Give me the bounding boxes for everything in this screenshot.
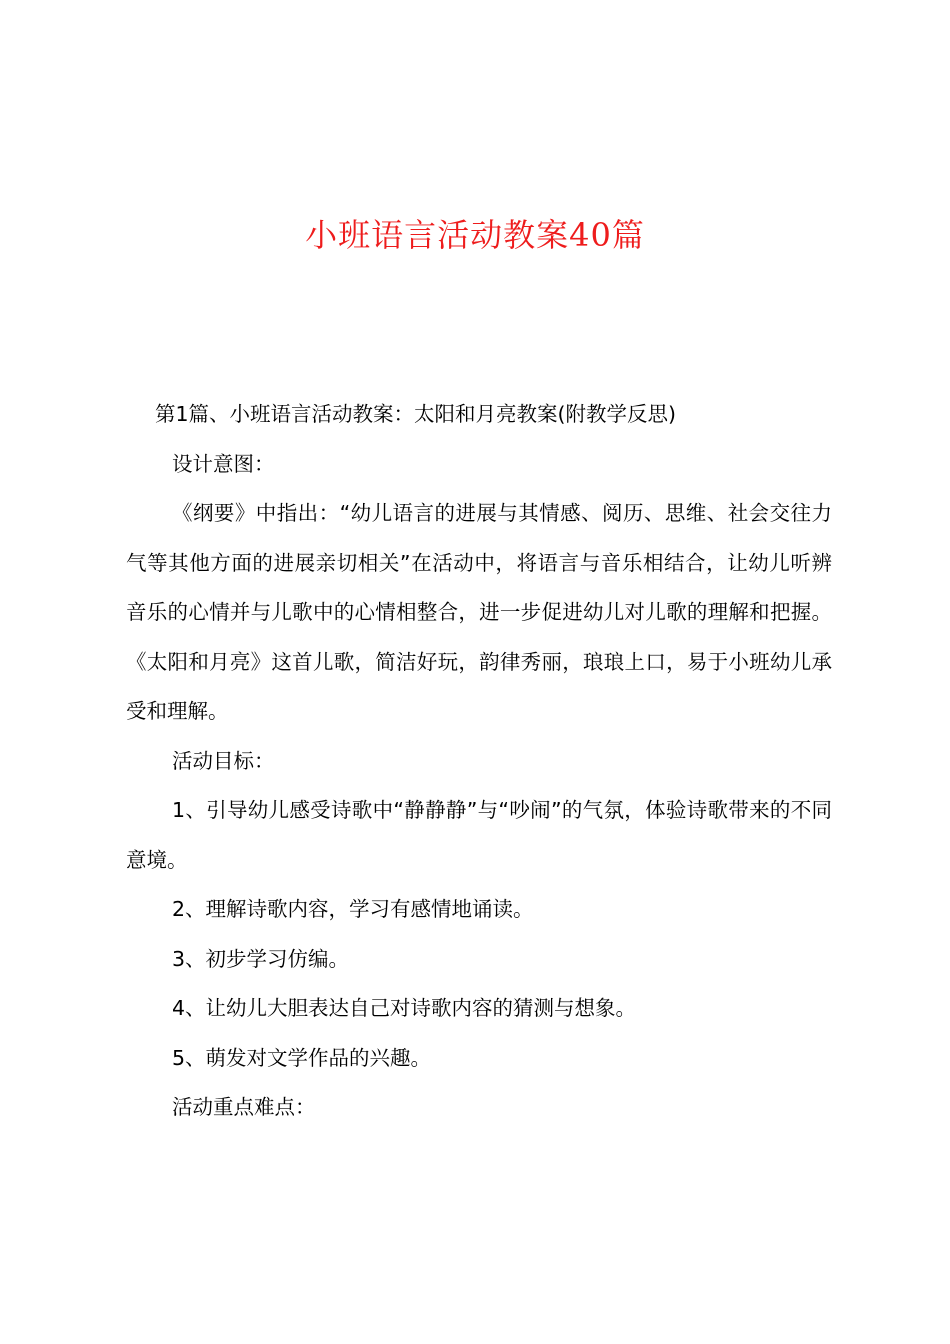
goal-item: 3、初步学习仿编。	[172, 946, 350, 971]
goal-item: 5、萌发对文学作品的兴趣。	[172, 1045, 432, 1070]
section-heading: 第1篇、小班语言活动教案：太阳和月亮教案(附教学反思)	[155, 402, 677, 426]
subheading-key-points: 活动重点难点：	[172, 1095, 316, 1119]
body-paragraph: 《纲要》中指出：“幼儿语言的进展与其情感、阅历、思维、社会交往力气等其他方面的进展亲切相关”在活动中，将语言与音乐相结合，让幼儿听辨音乐的心情并与儿歌中的心情相整合，进一步促进幼儿对儿歌的理解和把握。《太阳和月亮》这首儿歌，简洁好玩，韵律秀丽，琅琅上口，易于小班幼儿承受和理解。	[126, 501, 832, 723]
document-body	[126, 390, 832, 1133]
subheading-activity-goals: 活动目标：	[172, 748, 275, 773]
subheading-design-intent: 设计意图：	[172, 451, 275, 476]
goal-item: 1、引导幼儿感受诗歌中“静静静”与“吵闹”的气氛，体验诗歌带来的不同意境。	[126, 798, 832, 872]
goal-item: 2、理解诗歌内容，学习有感情地诵读。	[172, 897, 534, 921]
goal-item: 4、让幼儿大胆表达自己对诗歌内容的猜测与想象。	[172, 996, 637, 1020]
document-title: 小班语言活动教案40篇	[305, 216, 645, 254]
